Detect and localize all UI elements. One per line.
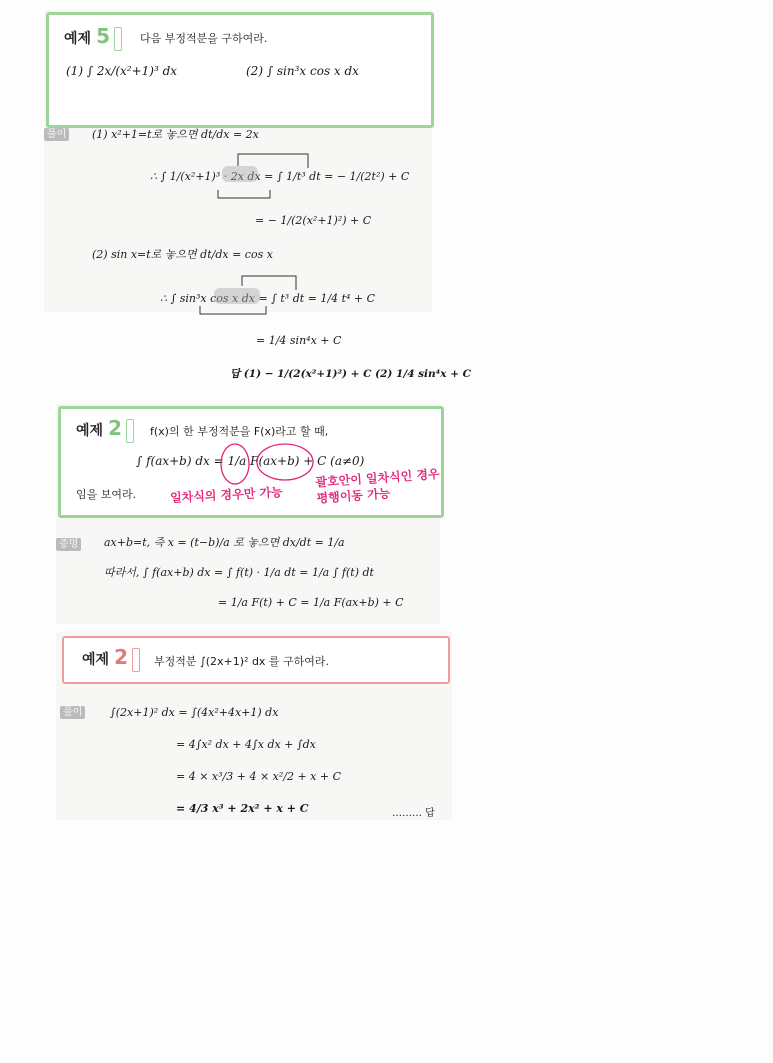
handwritten-note-1: 일차식의 경우만 가능: [169, 485, 284, 505]
solution2-line3: = 4 × x³/3 + 4 × x²/2 + x + C: [176, 770, 342, 783]
divider: [114, 27, 122, 51]
example2a-statement: f(x)의 한 부정적분을 F(x)라고 할 때,: [150, 425, 329, 438]
solution5-line5: ∴ ∫ sin³x cos x dx = ∫ t³ dt = 1/4 t⁴ + C: [160, 292, 376, 305]
example5-header: [64, 24, 122, 51]
solution2-line4: = 4/3 x³ + 2x² + x + C: [176, 802, 309, 815]
example-label: 예제: [82, 652, 110, 668]
solution5-line4: (2) sin x=t로 놓으면 dt/dx = cos x: [92, 248, 273, 261]
divider: [126, 419, 134, 443]
proof-line2: 따라서, ∫ f(ax+b) dx = ∫ f(t) · 1/a dt = 1/a ∫ f(t) dt: [104, 566, 374, 579]
example5-problem1: (1) ∫ 2x/(x²+1)³ dx: [66, 64, 178, 78]
example2a-closing: 임을 보여라.: [76, 488, 137, 501]
example2a-formula: ∫ f(ax+b) dx = 1/a F(ax+b) + C (a≠0): [136, 454, 365, 468]
example2b-instruction: 부정적분 ∫(2x+1)² dx 를 구하여라.: [154, 655, 330, 668]
example5-instruction: 다음 부정적분을 구하여라.: [140, 32, 268, 45]
solution5-answer: 답 (1) − 1/(2(x²+1)²) + C (2) 1/4 sin⁴x + C: [230, 368, 472, 380]
solution5-line2: ∴ ∫ 1/(x²+1)³ · 2x dx = ∫ 1/t³ dt = − 1/(2t²) + C: [150, 170, 410, 183]
example-number: 2: [114, 645, 129, 669]
handwritten-note-2: 괄호안이 일차식인 경우 평행이동 가능: [315, 466, 441, 506]
example-label: 예제: [76, 423, 104, 439]
solution2-line2: = 4∫x² dx + 4∫x dx + ∫dx: [176, 738, 316, 751]
divider: [132, 648, 140, 672]
solution2-answer-mark: ……… 답: [392, 808, 435, 819]
handwritten-circles: [215, 440, 325, 490]
example-label: 예제: [64, 31, 92, 47]
solution2-tag: 풀이: [60, 700, 85, 719]
proof-tag: 증명: [56, 532, 81, 551]
example5-problem2: (2) ∫ sin³x cos x dx: [246, 64, 359, 78]
example2a-header: [76, 416, 134, 443]
substitution-arrows: [210, 148, 330, 208]
example2b-header: [82, 645, 140, 672]
proof-line3: = 1/a F(t) + C = 1/a F(ax+b) + C: [218, 596, 404, 609]
solution2-line1: ∫(2x+1)² dx = ∫(4x²+4x+1) dx: [110, 706, 279, 719]
solution-tag: 풀이: [44, 122, 69, 141]
solution5-line3: = − 1/(2(x²+1)²) + C: [255, 214, 372, 227]
substitution-arrows-2: [196, 272, 316, 322]
example-number: 5: [96, 24, 111, 48]
proof-line1: ax+b=t, 즉 x = (t−b)/a 로 놓으면 dx/dt = 1/a: [104, 536, 345, 549]
example-number: 2: [108, 416, 123, 440]
solution5-line6: = 1/4 sin⁴x + C: [256, 334, 342, 347]
solution5-line1: (1) x²+1=t로 놓으면 dt/dx = 2x: [92, 128, 259, 141]
